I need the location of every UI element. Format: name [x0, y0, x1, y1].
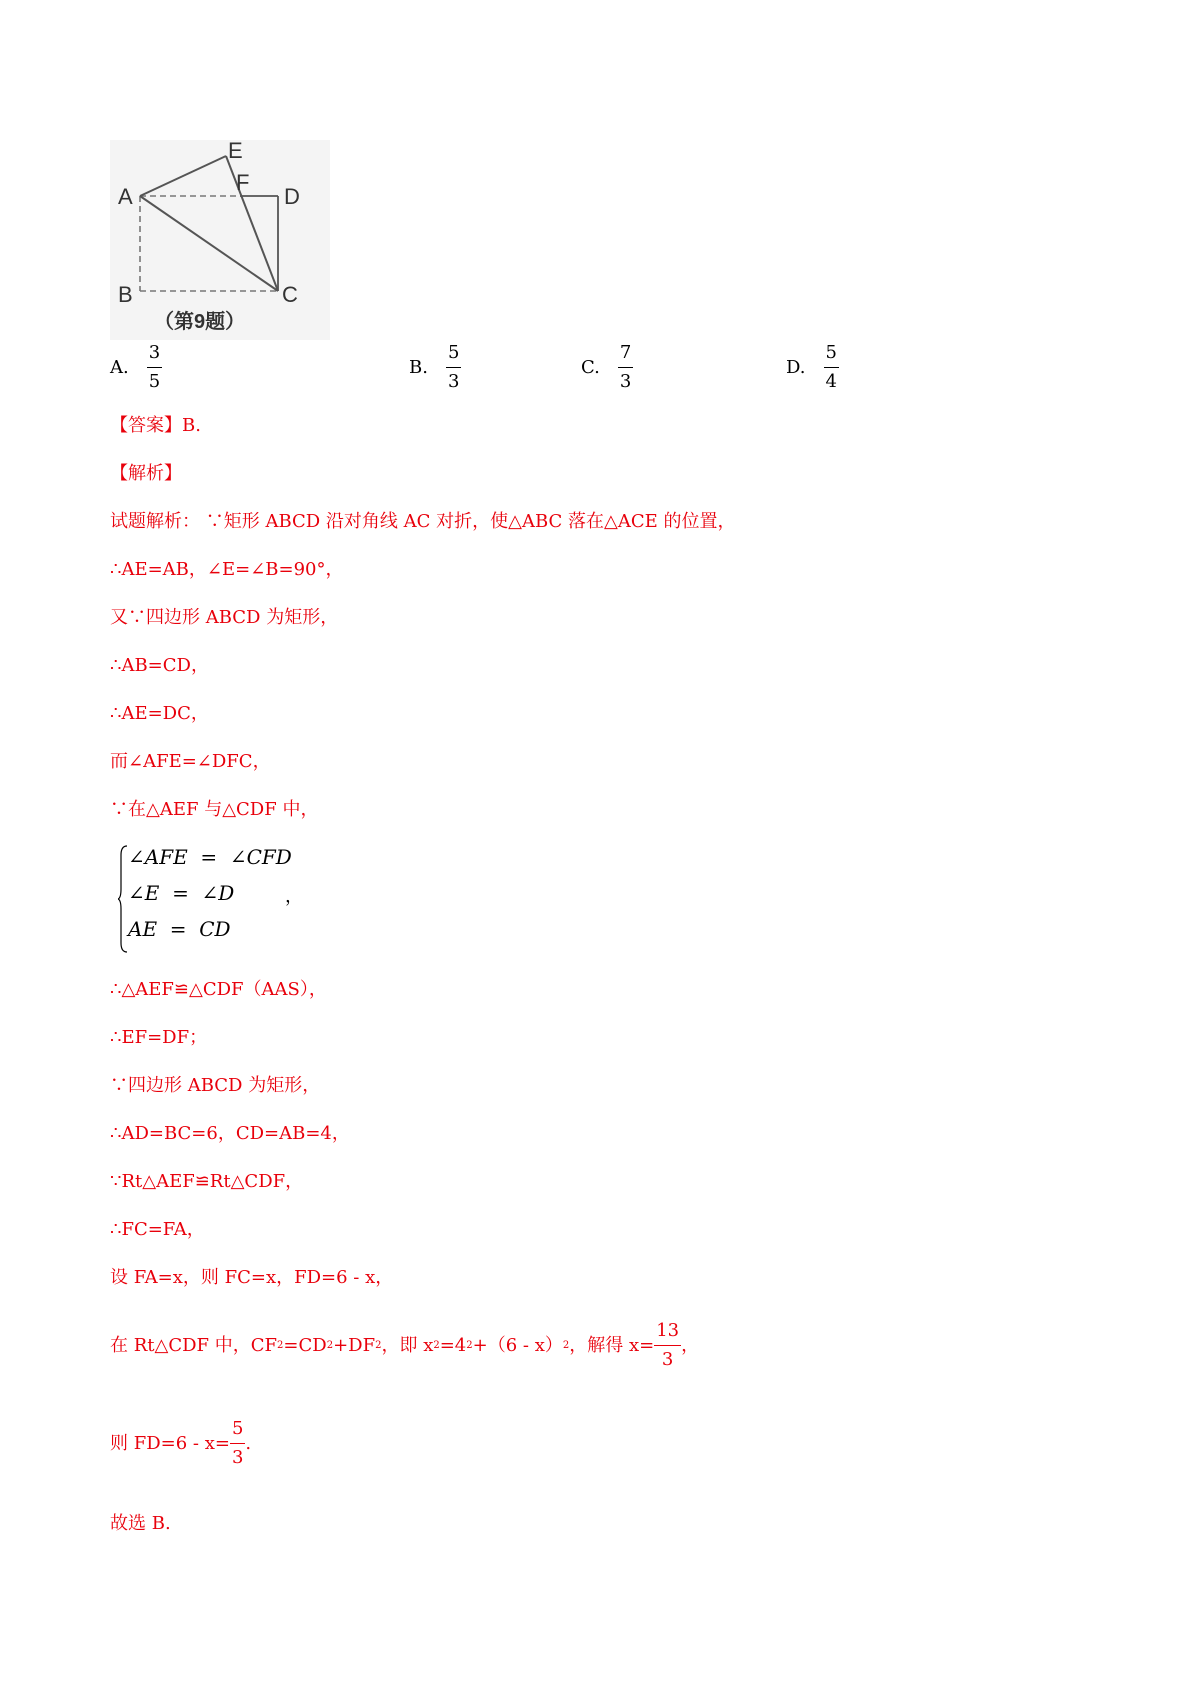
eq-part-1: 在 Rt△CDF 中，CF: [110, 1334, 278, 1356]
point-label-e: E: [228, 140, 243, 163]
point-label-f: F: [236, 170, 250, 195]
solution-line-7: ∵在△AEF 与△CDF 中，: [110, 799, 319, 820]
solution-line-4: ∴AB=CD，: [110, 655, 209, 676]
solution-line-13: ∴FC=FA，: [110, 1219, 205, 1240]
fd-result-line: [110, 1418, 251, 1469]
option-a-label: A.: [110, 357, 129, 378]
option-b-label: B.: [409, 357, 428, 378]
equation-line: 在 Rt△CDF 中，CF 2 =CD 2 +DF 2 ，即 x 2 =4 2 +（6 - x） 2 ，解得 x= $\frac{13}{3}$ ，: [110, 1320, 700, 1370]
solution-line-9: ∴EF=DF；: [110, 1027, 208, 1048]
final-choice-line: 故选 B.: [110, 1513, 171, 1534]
option-c-fraction: [618, 342, 633, 393]
eq-part-2: =CD: [283, 1334, 327, 1356]
point-label-d: D: [284, 184, 300, 209]
eq-part-7: ，解得 x=: [569, 1334, 655, 1356]
solution-line-3: 又∵四边形 ABCD 为矩形，: [110, 607, 339, 628]
figure-background: [110, 140, 330, 340]
system-row-3: AE = CD: [128, 917, 231, 941]
solution-line-6: 而∠AFE=∠DFC，: [110, 751, 271, 772]
eq-numerator: 13: [654, 1320, 681, 1346]
option-b-numerator: 5: [446, 342, 461, 368]
solution-line-10: ∵四边形 ABCD 为矩形，: [110, 1075, 321, 1096]
option-c-denominator: 3: [619, 371, 632, 392]
solution-line-8: ∴△AEF≌△CDF（AAS），: [110, 979, 327, 1000]
system-trailing-comma: ，: [285, 886, 303, 907]
point-label-a: A: [118, 184, 133, 209]
system-row-2: ∠E = ∠D: [128, 881, 235, 905]
solution-line-14: 设 FA=x，则 FC=x，FD=6 - x，: [110, 1267, 394, 1288]
option-a-numerator: 3: [147, 342, 162, 368]
eq-part-4: ，即 x: [381, 1334, 434, 1356]
analysis-heading: 【解析】: [110, 463, 182, 484]
eq-part-3: +DF: [333, 1334, 376, 1356]
option-b-denominator: 3: [447, 371, 460, 392]
system-row-1: ∠AFE = ∠CFD: [128, 845, 292, 869]
option-d-denominator: 4: [825, 371, 837, 392]
geometry-figure: [110, 140, 330, 340]
left-brace: [118, 845, 128, 953]
option-d-numerator: 5: [824, 342, 839, 368]
fd-prefix: 则 FD=6 - x=: [110, 1432, 230, 1454]
option-d-label: D.: [786, 357, 806, 378]
option-a: [110, 342, 162, 393]
eq-part-5: =4: [439, 1334, 467, 1356]
fd-tail: .: [245, 1432, 252, 1454]
answer-line: 【答案】B.: [110, 415, 201, 436]
fd-denominator: 3: [231, 1447, 244, 1468]
option-d: [786, 342, 839, 393]
fd-fraction: [230, 1418, 245, 1469]
solution-line-1: 试题解析： ∵矩形 ABCD 沿对角线 AC 对折，使△ABC 落在△ACE 的位置，: [110, 511, 736, 532]
option-c-numerator: 7: [618, 342, 633, 368]
option-b: [409, 342, 461, 393]
solution-line-11: ∴AD=BC=6，CD=AB=4，: [110, 1123, 350, 1144]
eq-part-6: +（6 - x）: [472, 1334, 563, 1356]
option-a-fraction: [147, 342, 162, 393]
eq-denominator: 3: [661, 1349, 674, 1370]
solution-line-2: ∴AE=AB，∠E=∠B=90°，: [110, 559, 344, 580]
eq-tail: ，: [681, 1334, 700, 1356]
option-a-denominator: 5: [148, 371, 161, 392]
option-b-fraction: [446, 342, 461, 393]
point-label-b: B: [118, 282, 133, 307]
solution-line-12: ∵Rt△AEF≌Rt△CDF，: [110, 1171, 304, 1192]
option-c-label: C.: [581, 357, 600, 378]
option-d-fraction: [824, 342, 839, 393]
point-label-c: C: [282, 282, 298, 307]
solution-line-5: ∴AE=DC，: [110, 703, 209, 724]
eq-fraction: [654, 1320, 681, 1371]
option-c: [581, 342, 633, 393]
fd-numerator: 5: [230, 1418, 245, 1444]
figure-caption: （第9题）: [154, 311, 246, 333]
